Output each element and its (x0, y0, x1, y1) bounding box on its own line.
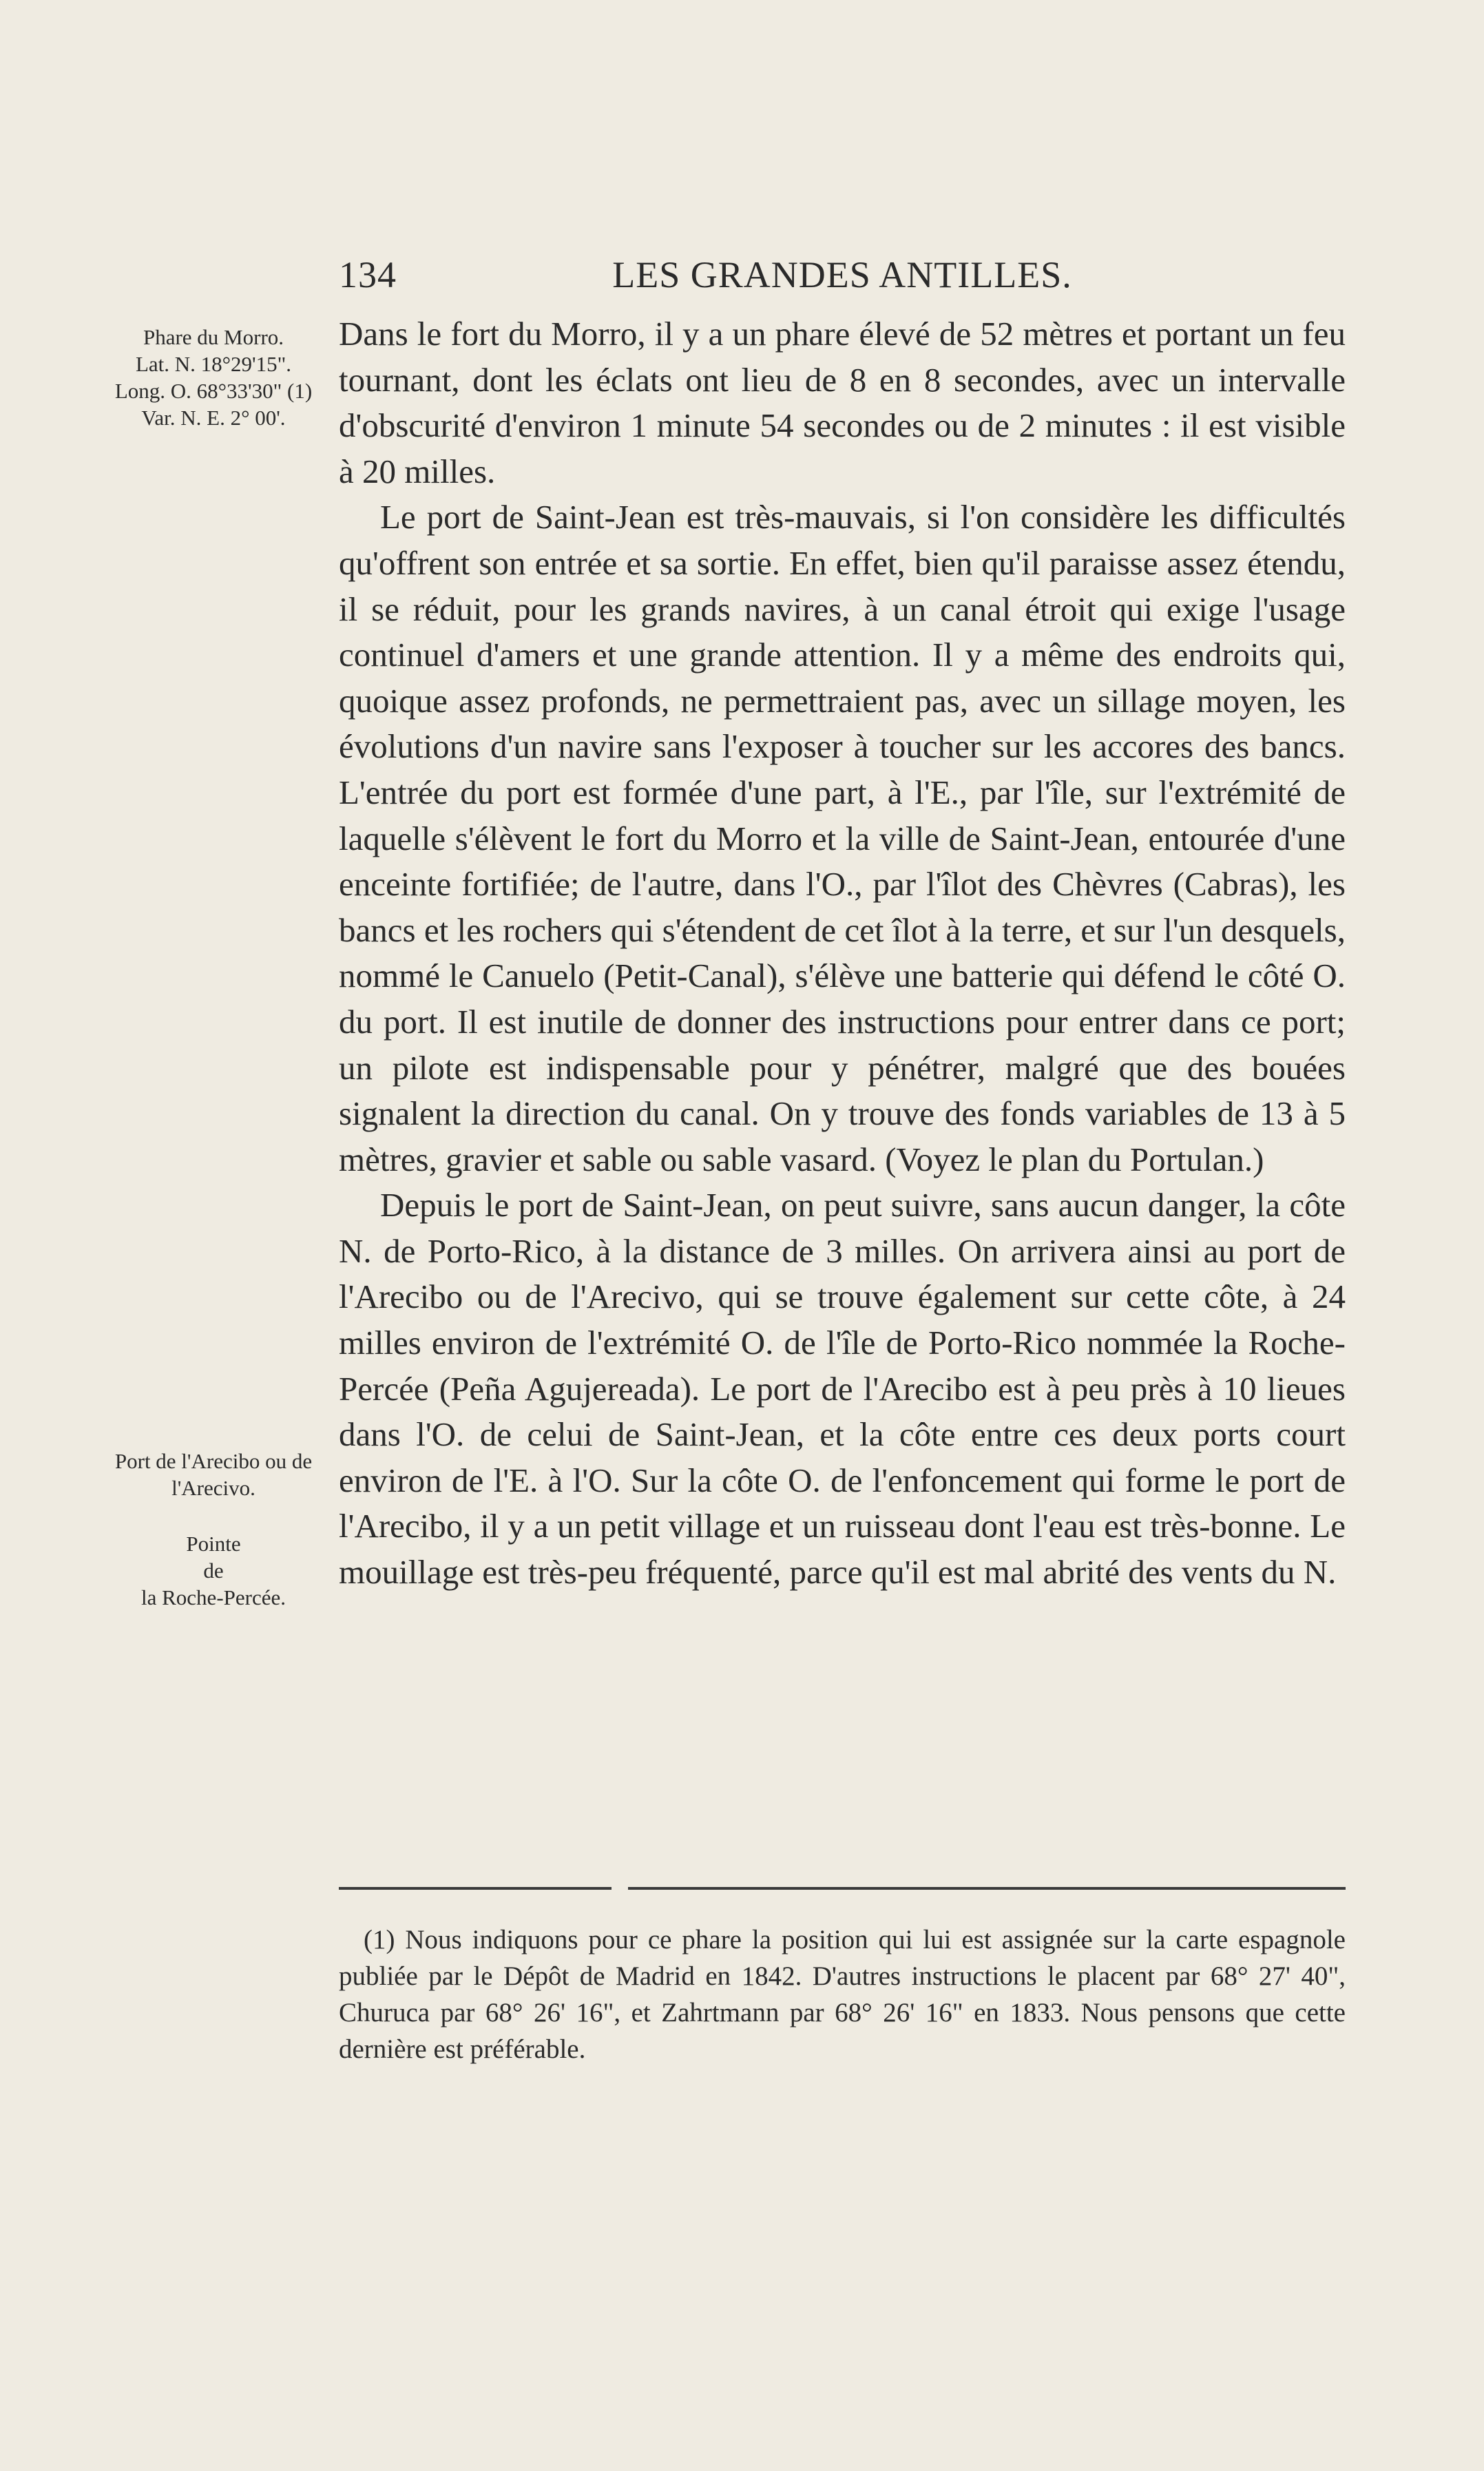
footnote-text: (1) Nous indiquons pour ce phare la position qui lui est assignée sur la carte espagnole publiée par le Dépôt de Madrid en 1842. D'autres instructions le placent par 68° 27' 40", Churuca par 68° 26' 16", et Zahrtmann par 68° 26' 16" en 1833. Nous pensons que cette dernière est préférable. (339, 1925, 1346, 2064)
body-text (339, 311, 1346, 1596)
footnote-divider-left (339, 1887, 612, 1890)
margin-note-line: de (203, 1558, 224, 1583)
running-title: LES GRANDES ANTILLES. (612, 254, 1072, 295)
margin-note-pointe (96, 1530, 331, 1611)
paragraph-lighthouse: Dans le fort du Morro, il y a un phare élevé de 52 mètres et portant un feu tournant, dont les éclats ont lieu de 8 en 8 secondes, avec un intervalle d'obscurité d'environ 1 minute 54 secondes ou de 2 minutes : il est visible à 20 milles. (339, 315, 1346, 490)
margin-note-line: Var. N. E. 2° 00'. (141, 406, 286, 430)
margin-note-lighthouse (96, 324, 331, 431)
footnote-divider-right (628, 1887, 1346, 1890)
paragraph-port-saint-jean: Le port de Saint-Jean est très-mauvais, si l'on considère les difficultés qu'offrent son entrée et sa sortie. En effet, bien qu'il paraisse assez étendu, il se réduit, pour les grands navires, à un canal étroit qui exige l'usage continuel d'amers et une grande attention. Il y a même des endroits qui, quoique assez profonds, ne permettraient pas, avec un sillage moyen, les évolutions d'un navire sans l'exposer à toucher sur les accores des bancs. L'entrée du port est formée d'une part, à l'E., par l'île, sur l'extrémité de laquelle s'élèvent le fort du Morro et la ville de Saint-Jean, entourée d'une enceinte fortifiée; de l'autre, dans l'O., par l'îlot des Chèvres (Cabras), les bancs et les rochers qui s'étendent de cet îlot à la terre, et sur l'un desquels, nommé le Canuelo (Petit-Canal), s'élève une batterie qui défend le côté O. du port. Il est inutile de donner des instructions pour entrer dans ce port; un pilote est indispensable pour y pénétrer, malgré que des bouées signalent la direction du canal. On y trouve des fonds variables de 13 à 5 mètres, gravier et sable ou sable vasard. (Voyez le plan du Portulan.) (339, 498, 1346, 1178)
margin-note-line: Long. O. 68°33'30" (1) (114, 379, 313, 403)
margin-note-line: la Roche-Percée. (141, 1585, 286, 1609)
page-header (339, 248, 1346, 303)
margin-note-line: Pointe (186, 1532, 241, 1556)
paragraph-arecibo: Depuis le port de Saint-Jean, on peut suivre, sans aucun danger, la côte N. de Porto-Rico, à la distance de 3 milles. On arrivera ainsi au port de l'Arecibo ou de l'Arecivo, qui se trouve également sur cette côte, à 24 milles environ de l'extrémité O. de l'île de Porto-Rico nommée la Roche-Percée (Peña Agujereada). Le port de l'Arecibo est à peu près à 10 lieues dans l'O. de celui de Saint-Jean, et la côte entre ces deux ports court environ de l'E. à l'O. Sur la côte O. de l'enfoncement qui forme le port de l'Arecibo, il y a un petit village et un ruisseau dont l'eau est très-bonne. Le mouillage est très-peu fréquenté, parce qu'il est mal abrité des vents du N. (339, 1186, 1346, 1592)
margin-note-line: Phare du Morro. (143, 325, 284, 349)
margin-note-arecibo: Port de l'Arecibo ou de l'Arecivo. (114, 1449, 313, 1500)
footnote (339, 1921, 1346, 2067)
page-number: 134 (339, 254, 397, 295)
margin-note-line: Lat. N. 18°29'15". (135, 352, 292, 376)
